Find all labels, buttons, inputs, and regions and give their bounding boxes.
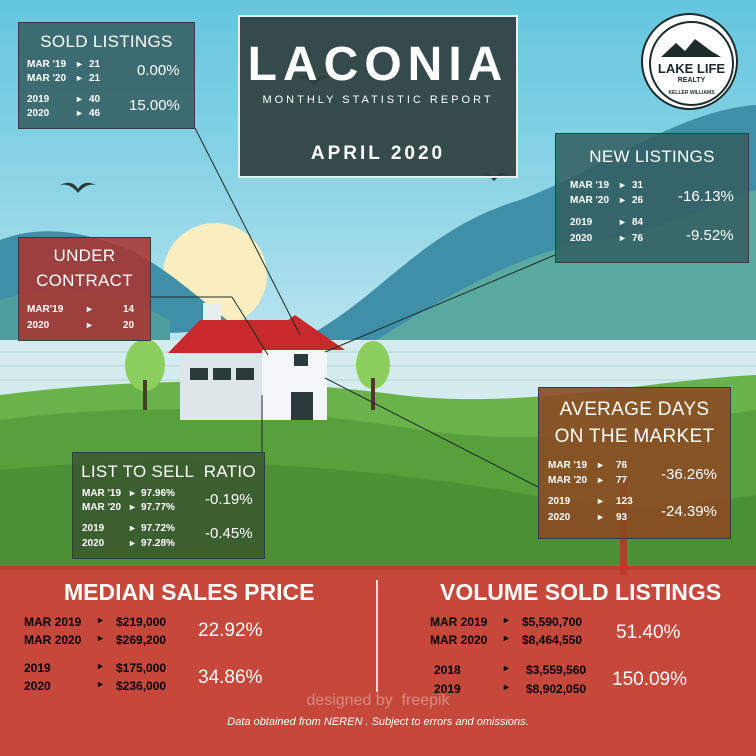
report-header — [238, 15, 518, 178]
report-period: APRIL 2020 — [310, 143, 446, 164]
freepik-watermark: designed by freepik — [306, 692, 450, 709]
logo-subtitle: REALTY — [677, 77, 706, 84]
panel-title: ON THE MARKET — [554, 426, 715, 447]
new-listings-panel: NEW LISTINGS MAR '19 ► 31 MAR '20 ► 26 2019 ► 84 2020 ► 76 -16.13% -9.52% — [555, 133, 749, 263]
change-percent: 0.00% — [137, 62, 180, 79]
change-percent: 22.92% — [198, 620, 263, 641]
bottom-stats-band: MEDIAN SALES PRICE MAR 2019 ► $219,000 MAR 2020 ► $269,200 2019 ► $175,000 2020 ► $236,000 22.92% 34.86% VOLUME SOLD LISTINGS MAR 2019 ► $5,590,700 MAR 2020 ► $8,464,550 2018 ► $3,559,560 2019 ► $8,902,050 51.40% 150.09% designed by freepik Data obtained from NEREN . Subject to errors and omissions. — [0, 566, 756, 756]
report-subtitle: MONTHLY STATISTIC REPORT — [262, 94, 494, 106]
panel-title: LIST TO SELL RATIO — [81, 462, 256, 481]
change-percent: 34.86% — [198, 667, 263, 688]
logo-ring-text: KELLER WILLIAMS — [668, 90, 715, 96]
median-sales-price-title: MEDIAN SALES PRICE — [64, 579, 315, 605]
volume-sold-listings-title: VOLUME SOLD LISTINGS — [440, 579, 722, 605]
change-percent: 15.00% — [129, 97, 180, 114]
list-to-sell-ratio-panel: LIST TO SELL RATIO MAR '19 ► 97.96% MAR '20 ► 97.77% 2019 ► 97.72% 2020 ► 97.28% -0.19% -0.45% — [72, 452, 265, 559]
mountain-logo-icon — [661, 37, 721, 59]
panel-title: NEW LISTINGS — [589, 147, 715, 166]
sold-listings-panel: SOLD LISTINGS MAR '19 ► 21 MAR '20 ► 21 2019 ► 40 2020 ► 46 0.00% 15.00% — [18, 22, 195, 129]
under-contract-panel: UNDER CONTRACT MAR'19 ► 14 2020 ► 20 — [18, 237, 151, 341]
panel-title: AVERAGE DAYS — [559, 399, 710, 420]
change-percent: -16.13% — [678, 188, 734, 205]
panel-title: CONTRACT — [36, 271, 133, 290]
change-percent: -0.19% — [205, 491, 253, 508]
change-percent: -0.45% — [205, 525, 253, 542]
section-divider — [376, 580, 378, 692]
city-name: LACONIA — [247, 38, 509, 91]
data-disclaimer: Data obtained from NEREN . Subject to errors and omissions. — [227, 716, 529, 728]
logo-name: LAKE LIFE — [657, 61, 726, 76]
lake-life-realty-logo — [641, 13, 738, 110]
average-days-on-market-panel: AVERAGE DAYS ON THE MARKET MAR '19 ► 76 MAR '20 ► 77 2019 ► 123 2020 ► 93 -36.26% -24.39% — [538, 387, 731, 539]
panel-title: SOLD LISTINGS — [40, 32, 173, 51]
change-percent: 51.40% — [616, 622, 681, 643]
change-percent: -36.26% — [661, 466, 717, 483]
bird-icon — [60, 183, 96, 193]
panel-title: UNDER — [53, 246, 116, 265]
change-percent: -9.52% — [686, 227, 734, 244]
change-percent: -24.39% — [661, 503, 717, 520]
change-percent: 150.09% — [612, 669, 688, 690]
